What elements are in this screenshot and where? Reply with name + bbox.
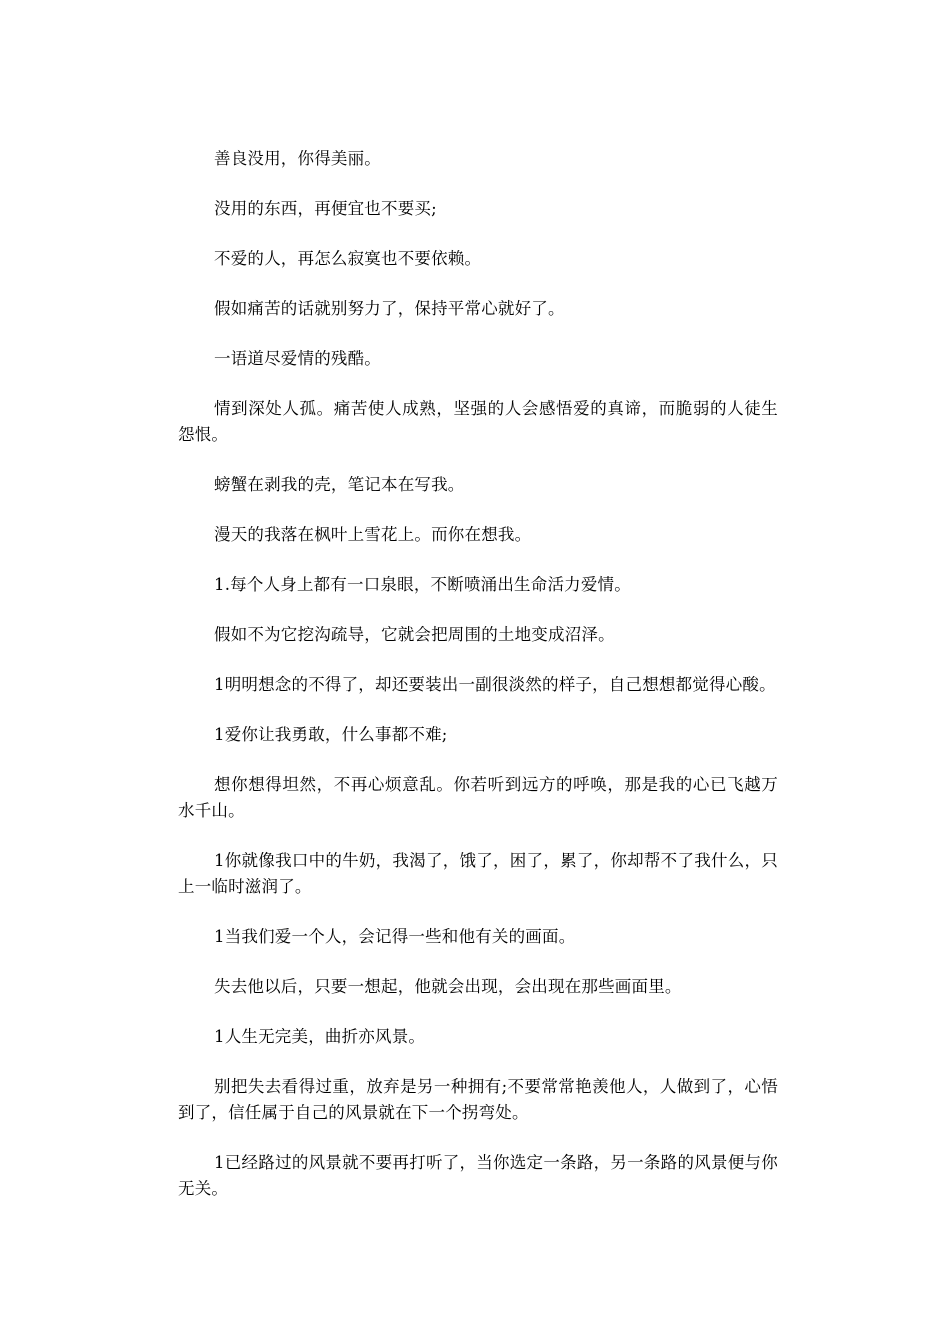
paragraph: 善良没用，你得美丽。 [214,149,381,168]
paragraph: 没用的东西，再便宜也不要买; [214,199,437,218]
paragraph: 假如痛苦的话就别努力了，保持平常心就好了。 [214,299,565,318]
paragraph: 1.每个人身上都有一口泉眼，不断喷涌出生命活力爱情。 [214,575,631,594]
paragraph: 1明明想念的不得了，却还要装出一副很淡然的样子，自己想想都觉得心酸。 [214,675,776,694]
paragraph: 螃蟹在剥我的壳，笔记本在写我。 [214,475,465,494]
paragraph: 1已经路过的风景就不要再打听了，当你选定一条路，另一条路的风景便与你无关。 [178,1153,778,1198]
paragraph: 1当我们爱一个人，会记得一些和他有关的画面。 [214,927,576,946]
paragraph: 一语道尽爱情的残酷。 [214,349,381,368]
paragraph: 失去他以后，只要一想起，他就会出现，会出现在那些画面里。 [214,977,682,996]
document-body [178,146,778,1226]
paragraph: 1爱你让我勇敢，什么事都不难; [214,725,448,744]
paragraph: 漫天的我落在枫叶上雪花上。而你在想我。 [214,525,532,544]
paragraph: 不爱的人，再怎么寂寞也不要依赖。 [214,249,482,268]
paragraph: 1人生无完美，曲折亦风景。 [214,1027,426,1046]
paragraph: 假如不为它挖沟疏导，它就会把周围的土地变成沼泽。 [214,625,615,644]
paragraph: 想你想得坦然，不再心烦意乱。你若听到远方的呼唤，那是我的心已飞越万水千山。 [178,775,778,820]
paragraph: 情到深处人孤。痛苦使人成熟，坚强的人会感悟爱的真谛，而脆弱的人徒生怨恨。 [178,399,778,444]
paragraph: 1你就像我口中的牛奶，我渴了，饿了，困了，累了，你却帮不了我什么，只上一临时滋润了。 [178,851,778,896]
paragraph: 别把失去看得过重，放弃是另一种拥有;不要常常艳羡他人，人做到了，心悟到了，信任属于自己的风景就在下一个拐弯处。 [178,1077,778,1122]
